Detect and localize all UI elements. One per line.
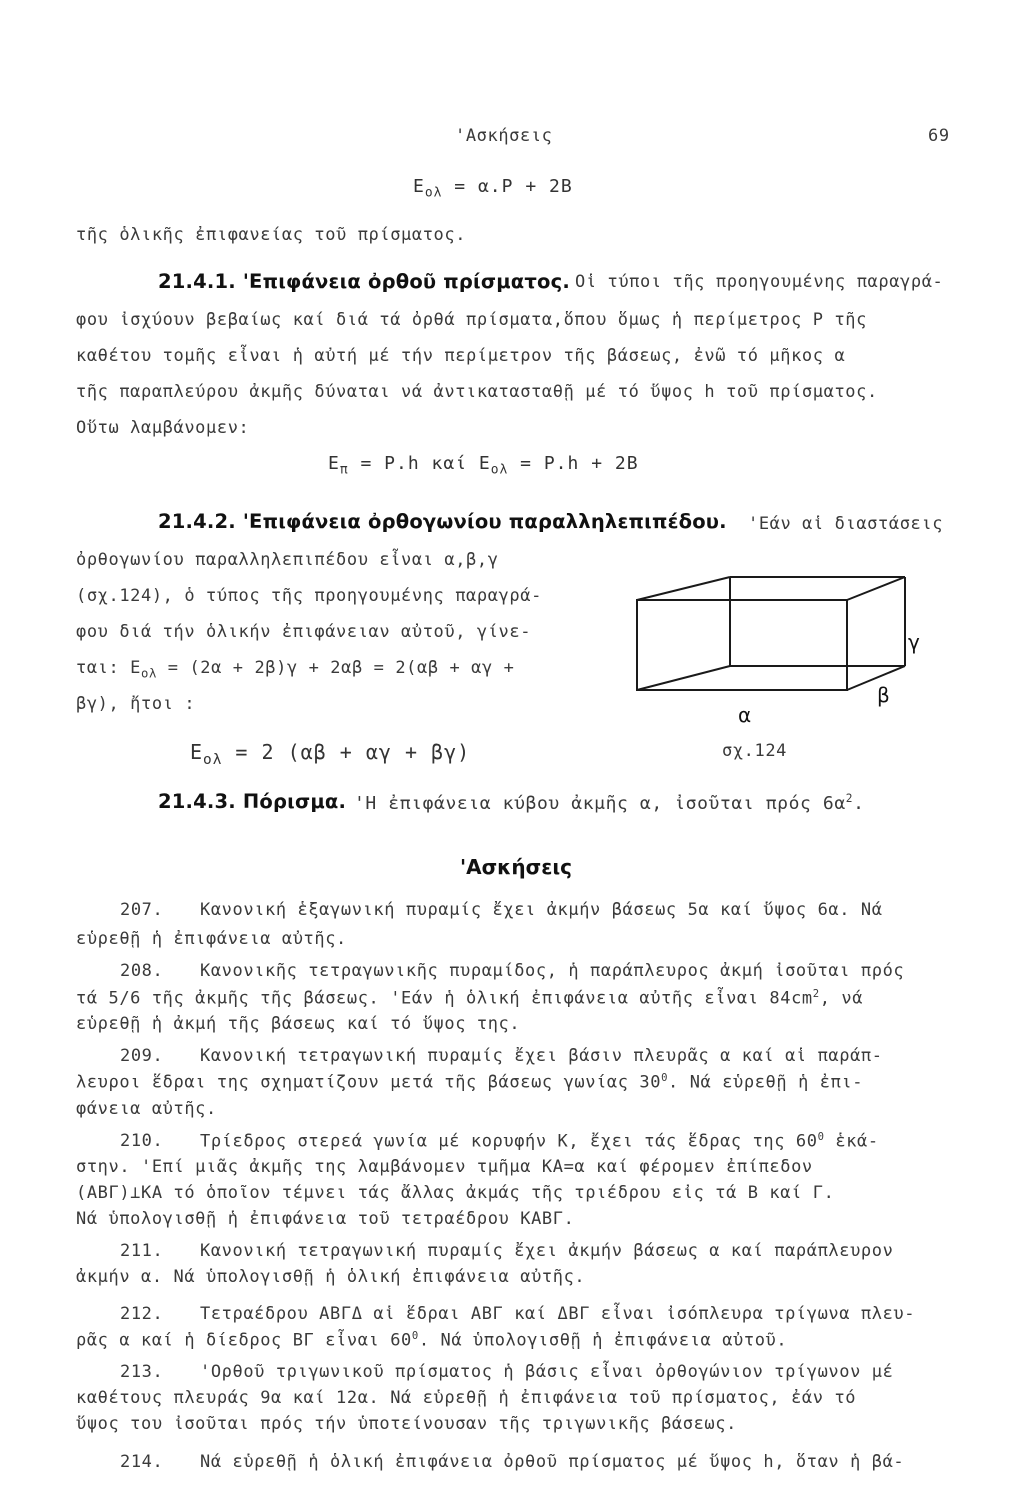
superscript: 0 (817, 1131, 825, 1143)
exercise-line (76, 1072, 863, 1093)
exercise-number: 212. (120, 1304, 164, 1324)
intro-formula (413, 176, 573, 201)
corollary-text (354, 792, 865, 814)
paragraph-line: Οἱ τύποι τῆς προηγουμένης παραγρά- (575, 272, 944, 292)
running-header: 'Ασκήσεις (455, 126, 553, 146)
paragraph-line: Οὕτω λαμβάνομεν: (76, 418, 250, 438)
exercise-line: καθέτους πλευράς 9α καί 12α. Νά εὑρεθῇ ἡ ἐπιφάνεια τοῦ πρίσματος, ἐάν τό (76, 1388, 857, 1408)
exercise-line (76, 1330, 787, 1351)
exercise-line: Νά εὑρεθῇ ἡ ὁλική ἐπιφάνεια ὀρθοῦ πρίσματος μέ ὕψος h, ὅταν ἡ βά- (200, 1452, 905, 1472)
exercise-part: ρᾶς α καί ἡ δίεδρος ΒΓ εἶναι 60 (76, 1330, 412, 1351)
section-heading-21-4-3: 21.4.3. Πόρισμα. (158, 790, 347, 813)
formula-part: E (328, 453, 340, 474)
corollary-part: . (853, 793, 865, 814)
exercise-part: ἑκά- (824, 1131, 879, 1152)
hidden-edge (637, 666, 730, 690)
exercise-number: 213. (120, 1362, 164, 1382)
label-beta: β (877, 683, 890, 707)
exercises-title: 'Ασκήσεις (460, 855, 572, 879)
label-gamma: γ (908, 630, 920, 654)
paragraph-line: βγ), ἤτοι : (76, 694, 196, 714)
exercise-number: 209. (120, 1046, 164, 1066)
exercise-part: . Νά ὑπολογισθῇ ἡ ἐπιφάνεια αὐτοῦ. (418, 1330, 788, 1351)
paragraph-line: φου ἰσχύουν βεβαίως καί διά τά ὀρθά πρίσματα,ὅπου ὅμως ἡ περίμετρος Ρ τῆς (76, 310, 867, 330)
intro-text: τῆς ὁλικῆς ἐπιφανείας τοῦ πρίσματος. (76, 225, 467, 245)
section-heading-21-4-2: 21.4.2. 'Επιφάνεια ὀρθογωνίου παραλληλεπιπέδου. (158, 510, 727, 533)
exercise-line: εὑρεθῇ ἡ ἀκμή τῆς βάσεως καί τό ὕψος της. (76, 1014, 521, 1034)
formula-sub: ολ (490, 462, 509, 478)
label-alpha: α (738, 703, 752, 727)
page-number: 69 (928, 126, 950, 146)
paragraph-line: τῆς παραπλεύρου ἀκμῆς δύναται νά ἀντικατασταθῇ μέ τό ὕψος h τοῦ πρίσματος. (76, 382, 878, 402)
formula-part: = P.h + 2B (520, 453, 639, 474)
formula-part: = P.h καί E (360, 453, 491, 474)
exercise-number: 207. (120, 900, 164, 920)
exercise-number: 211. (120, 1241, 164, 1261)
formula-part: = 2 (αβ + αγ + βγ) (222, 740, 471, 764)
exercise-number: 208. (120, 961, 164, 981)
paragraph-line: ὀρθογωνίου παραλληλεπιπέδου εἶναι α,β,γ (76, 550, 499, 570)
exercise-line: Νά ὑπολογισθῇ ἡ ἐπιφάνεια τοῦ τετραέδρου ΚΑΒΓ. (76, 1209, 575, 1229)
exercise-number: 214. (120, 1452, 164, 1472)
exercise-line (76, 988, 863, 1009)
exercise-part: Τρίεδρος στερεά γωνία μέ κορυφήν Κ, ἔχει τάς ἕδρας της 60 (200, 1131, 818, 1152)
paragraph-line: φου διά τήν ὁλικήν ἐπιφάνειαν αὐτοῦ, γίνε- (76, 622, 532, 642)
formula-rhs: = α.Ρ + 2Β (454, 176, 573, 197)
formula-part: = (2α + 2β)γ + 2αβ = 2(αβ + αγ + (156, 658, 515, 678)
exercise-line: Κανονική ἑξαγωνική πυραμίς ἔχει ἀκμήν βάσεως 5α καί ὕψος 6α. Νά (200, 900, 883, 920)
formula-parallelepiped (190, 740, 470, 768)
formula-prism-surface (328, 453, 639, 478)
exercise-line: Τετραέδρου ΑΒΓΔ αἱ ἕδραι ΑΒΓ καί ΔΒΓ εἶναι ἰσόπλευρα τρίγωνα πλευ- (200, 1304, 916, 1324)
figure-parallelepiped (620, 560, 920, 720)
exercise-line (200, 1131, 879, 1152)
edge (637, 577, 730, 600)
formula-var: E (413, 176, 425, 197)
paragraph-line: 'Εάν αἱ διαστάσεις (748, 514, 944, 534)
formula-sub: π (339, 462, 349, 478)
exercise-line: (ΑΒΓ)⊥ΚΑ τό ὁποῖον τέμνει τάς ἄλλας ἀκμάς τῆς τριέδρου εἰς τά Β καί Γ. (76, 1183, 835, 1203)
formula-part: ται: E (76, 658, 142, 678)
exercise-line: ἀκμήν α. Νά ὑπολογισθῇ ἡ ὁλική ἐπιφάνεια αὐτῆς. (76, 1267, 586, 1287)
edge (847, 577, 905, 600)
exercise-part: λευροι ἕδραι της σχηματίζουν μετά τῆς βάσεως γωνίας 30 (76, 1072, 662, 1093)
exercise-part: τά 5/6 τῆς ἀκμῆς τῆς βάσεως. 'Εάν ἡ ὁλική ἐπιφάνεια αὐτῆς εἶναι 84cm (76, 988, 813, 1009)
formula-part: E (190, 740, 204, 764)
exercise-number: 210. (120, 1131, 164, 1151)
corollary-part: 'Η ἐπιφάνεια κύβου ἀκμῆς α, ἰσοῦται πρός 6α (354, 793, 846, 814)
figure-caption: σχ.124 (722, 741, 788, 761)
exercise-line: 'Ορθοῦ τριγωνικοῦ πρίσματος ἡ βάσις εἶναι ὀρθογώνιον τρίγωνον μέ (200, 1362, 894, 1382)
paragraph-line: (σχ.124), ὁ τύπος τῆς προηγουμένης παραγρά- (76, 586, 542, 606)
exercise-line: φάνεια αὐτῆς. (76, 1099, 217, 1119)
exercise-line: Κανονικῆς τετραγωνικῆς πυραμίδος, ἡ παράπλευρος ἀκμή ἰσοῦται πρός (200, 961, 905, 981)
paragraph-line (76, 658, 515, 680)
exercise-line: στην. 'Επί μιᾶς ἀκμῆς της λαμβάνομεν τμῆμα ΚΑ=α καί φέρομεν ἐπίπεδον (76, 1157, 813, 1177)
superscript: 2 (845, 792, 854, 805)
exercise-line: εὑρεθῇ ἡ ἐπιφάνεια αὐτῆς. (76, 929, 347, 949)
paragraph-line: καθέτου τομῆς εἶναι ἡ αὐτή μέ τήν περίμετρον τῆς βάσεως, ἐνῶ τό μῆκος α (76, 346, 846, 366)
exercise-part: , νά (819, 988, 864, 1009)
superscript: 2 (812, 988, 820, 1000)
edge (847, 666, 905, 690)
superscript: 0 (661, 1072, 669, 1084)
exercise-line: Κανονική τετραγωνική πυραμίς ἔχει βάσιν πλευρᾶς α καί αἱ παράπ- (200, 1046, 883, 1066)
superscript: 0 (411, 1330, 419, 1342)
exercise-line: Κανονική τετραγωνική πυραμίς ἔχει ἀκμήν βάσεως α καί παράπλευρον (200, 1241, 894, 1261)
exercise-part: . Νά εὑρεθῇ ἡ ἐπι- (668, 1072, 864, 1093)
formula-sub: ολ (141, 666, 157, 681)
front-face (637, 600, 847, 690)
formula-sub: ολ (203, 752, 223, 768)
formula-sub: ολ (424, 185, 443, 201)
section-heading-21-4-1: 21.4.1. 'Επιφάνεια ὀρθοῦ πρίσματος. (158, 270, 570, 293)
exercise-line: ὕψος του ἰσοῦται πρός τήν ὑποτείνουσαν τῆς τριγωνικῆς βάσεως. (76, 1414, 737, 1434)
